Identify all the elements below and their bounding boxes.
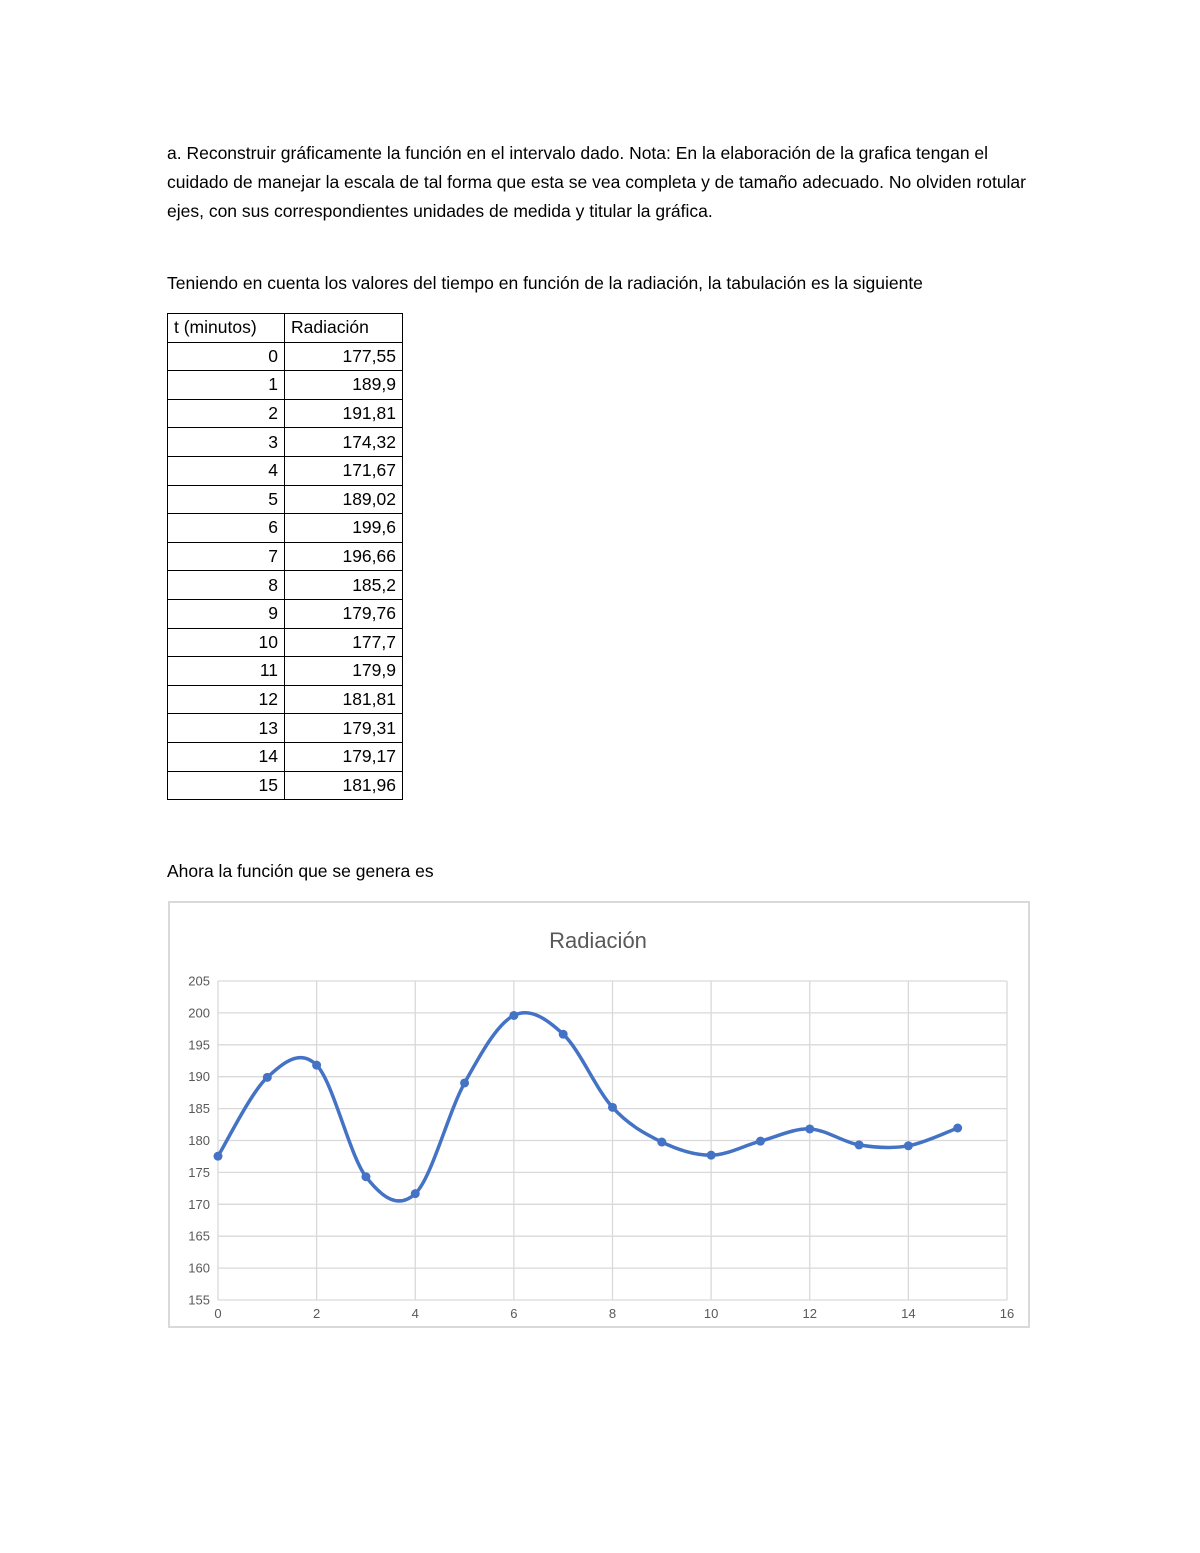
table-row (168, 657, 403, 686)
cell-radiation: 179,31 (285, 714, 403, 743)
x-tick-label: 0 (214, 1306, 222, 1321)
cell-radiation: 174,32 (285, 428, 403, 457)
data-point (559, 1030, 568, 1039)
cell-time: 7 (168, 542, 285, 571)
data-point (657, 1138, 666, 1147)
chart-container (168, 901, 1030, 1328)
table-row (168, 771, 403, 800)
table-row (168, 371, 403, 400)
cell-time: 6 (168, 514, 285, 543)
cell-radiation: 179,76 (285, 599, 403, 628)
cell-time: 15 (168, 771, 285, 800)
data-point (460, 1078, 469, 1087)
data-point (756, 1137, 765, 1146)
cell-radiation: 191,81 (285, 399, 403, 428)
table-row (168, 514, 403, 543)
table-header-row (168, 314, 403, 343)
table-row (168, 428, 403, 457)
cell-time: 8 (168, 571, 285, 600)
cell-time: 5 (168, 485, 285, 514)
cell-radiation: 179,9 (285, 657, 403, 686)
cell-time: 12 (168, 685, 285, 714)
y-tick-label: 200 (188, 1005, 210, 1021)
table-row (168, 599, 403, 628)
chart-title: Radiación (549, 928, 647, 953)
cell-radiation: 171,67 (285, 456, 403, 485)
cell-time: 11 (168, 657, 285, 686)
y-tick-label: 160 (188, 1260, 210, 1276)
data-point (707, 1151, 716, 1160)
data-table (167, 313, 403, 800)
y-tick-label: 175 (188, 1164, 210, 1180)
cell-radiation: 185,2 (285, 571, 403, 600)
x-tick-label: 8 (608, 1306, 617, 1321)
cell-time: 10 (168, 628, 285, 657)
header-time: t (minutos) (168, 314, 285, 343)
cell-time: 4 (168, 456, 285, 485)
data-point (805, 1124, 814, 1133)
cell-radiation: 179,17 (285, 742, 403, 771)
cell-time: 1 (168, 371, 285, 400)
y-tick-label: 190 (188, 1069, 210, 1085)
cell-radiation: 189,02 (285, 485, 403, 514)
table-row (168, 571, 403, 600)
header-radiation: Radiación (285, 314, 403, 343)
chart-points (214, 1011, 963, 1198)
instruction-text: a. Reconstruir gráficamente la función en el intervalo dado. Nota: En la elaboración de la grafica tengan el cuidado de manejar la escala de tal forma que esta se vea completa y de tamaño adecuado. No olviden rotular ejes, con sus correspondientes unidades de medida y titular la gráfica. (167, 143, 1026, 221)
chart-intro-paragraph (167, 857, 1047, 886)
cell-time: 13 (168, 714, 285, 743)
y-tick-label: 170 (188, 1196, 210, 1212)
chart-grid (218, 981, 1007, 1300)
table-intro-text: Teniendo en cuenta los valores del tiempo en función de la radiación, la tabulación es la siguiente (167, 273, 923, 293)
cell-time: 0 (168, 342, 285, 371)
cell-radiation: 196,66 (285, 542, 403, 571)
table-row (168, 542, 403, 571)
y-tick-label: 185 (188, 1101, 210, 1117)
cell-radiation: 177,55 (285, 342, 403, 371)
x-tick-label: 14 (901, 1306, 916, 1321)
data-point (509, 1011, 518, 1020)
x-tick-label: 6 (510, 1306, 518, 1321)
cell-time: 14 (168, 742, 285, 771)
radiation-chart (170, 903, 1028, 1326)
data-point (411, 1189, 420, 1198)
table-row (168, 685, 403, 714)
y-tick-label: 165 (188, 1228, 210, 1244)
y-tick-label: 180 (188, 1133, 210, 1148)
instruction-paragraph (167, 139, 1047, 226)
table-row (168, 399, 403, 428)
cell-radiation: 181,81 (285, 685, 403, 714)
data-point (263, 1073, 272, 1082)
cell-radiation: 181,96 (285, 771, 403, 800)
table-row (168, 485, 403, 514)
data-point (361, 1172, 370, 1181)
cell-time: 9 (168, 599, 285, 628)
x-tick-label: 12 (802, 1306, 817, 1321)
chart-intro-text: Ahora la función que se genera es (167, 861, 434, 881)
x-tick-label: 16 (999, 1306, 1015, 1321)
table-intro-paragraph (167, 269, 1047, 298)
cell-radiation: 189,9 (285, 371, 403, 400)
cell-time: 3 (168, 428, 285, 457)
cell-radiation: 199,6 (285, 514, 403, 543)
data-point (855, 1140, 864, 1149)
y-tick-label: 195 (188, 1037, 210, 1053)
x-tick-label: 4 (411, 1306, 419, 1321)
y-tick-label: 205 (188, 973, 210, 989)
y-tick-label: 155 (188, 1292, 210, 1308)
table-row (168, 742, 403, 771)
data-point (953, 1123, 962, 1132)
table-row (168, 714, 403, 743)
x-tick-label: 2 (313, 1306, 321, 1321)
data-point (214, 1152, 223, 1161)
data-point (904, 1141, 913, 1150)
table-row (168, 342, 403, 371)
table-row (168, 456, 403, 485)
table-row (168, 628, 403, 657)
cell-time: 2 (168, 399, 285, 428)
data-point (608, 1103, 617, 1112)
x-tick-label: 10 (703, 1306, 719, 1321)
table-body (168, 342, 403, 800)
data-point (312, 1061, 321, 1070)
cell-radiation: 177,7 (285, 628, 403, 657)
